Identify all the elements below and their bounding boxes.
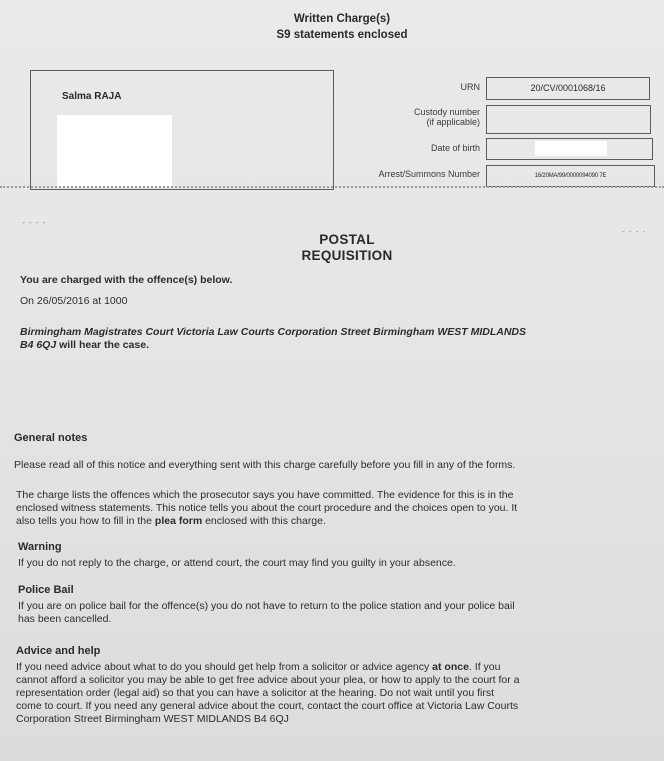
police-bail-heading: Police Bail [18, 584, 74, 596]
at-once-text: at once [432, 661, 469, 673]
advice-heading: Advice and help [16, 645, 101, 657]
warning-heading: Warning [18, 541, 62, 553]
date-of-birth-label: Date of birth [430, 143, 480, 153]
charged-statement: You are charged with the offence(s) below. [20, 274, 233, 286]
custody-number-label: Custody number [413, 107, 480, 117]
p2-line3-text: also tells you how to fill in the [16, 515, 155, 527]
general-notes-p1: Please read all of this notice and everything sent with this charge carefully before you fill in any of the forms. [14, 459, 516, 471]
title-postal: POSTAL [319, 232, 375, 247]
plea-form-text: plea form [154, 515, 203, 527]
advice-line5: Corporation Street Birmingham WEST MIDLANDS B4 6QJ [16, 713, 289, 725]
advice-line1 [16, 661, 500, 674]
defendant-name: Salma RAJA [62, 91, 122, 102]
court-address: Birmingham Magistrates Court Victoria Law Courts Corporation Street Birmingham WEST MIDLANDS [20, 326, 526, 338]
advice-line2: cannot afford a solicitor you may be able to get free advice about your plea, or how to apply to the court for a [16, 674, 520, 686]
redaction-block [57, 115, 172, 187]
court-postcode: B4 6QJ [20, 339, 57, 351]
advice-line3: representation order (legal aid) so that you can have a solicitor at the hearing. Do not wait until you first [16, 687, 495, 699]
will-hear-text: will hear the case. [56, 339, 149, 351]
hearing-date: On 26/05/2016 at 1000 [20, 295, 128, 307]
custody-number-field [486, 105, 651, 134]
advice-line4: come to court. If you need any general advice about the court, contact the court office at Victoria Law Courts [16, 700, 519, 712]
police-bail-line2: has been cancelled. [18, 613, 112, 625]
urn-value: 20/CV/0001068/16 [530, 83, 606, 93]
title-requisition: REQUISITION [301, 248, 393, 263]
warning-text: If you do not reply to the charge, or attend court, the court may find you guilty in your absence. [18, 557, 456, 569]
header-statements-enclosed: S9 statements enclosed [276, 29, 408, 41]
general-notes-p2-line1: The charge lists the offences which the prosecutor says you have committed. The evidence for this is in the [16, 489, 514, 501]
p2-line3-end: enclosed with this charge. [202, 515, 326, 527]
corner-mark-left: - - - - [22, 218, 47, 227]
perforation-line [0, 186, 664, 188]
header-written-charges: Written Charge(s) [293, 13, 391, 25]
date-of-birth-field [486, 138, 653, 160]
dob-redaction [535, 141, 607, 156]
urn-label: URN [460, 82, 480, 92]
corner-mark-right: - - - - [622, 227, 647, 236]
general-notes-heading: General notes [14, 432, 88, 444]
advice-line1-text: If you need advice about what to do you should get help from a solicitor or advice agency [16, 661, 433, 673]
arrest-summons-field [486, 165, 655, 187]
general-notes-p2-line3 [16, 515, 326, 528]
custody-number-sublabel: (if applicable) [426, 117, 480, 127]
general-notes-p2-line2: enclosed witness statements. This notice tells you about the court procedure and the choices open to you. It [16, 502, 518, 514]
arrest-summons-label: Arrest/Summons Number [378, 169, 480, 179]
police-bail-line1: If you are on police bail for the offence(s) you do not have to return to the police station and your police bail [18, 600, 515, 612]
court-address-line2 [20, 339, 149, 352]
arrest-summons-value: 16/20MA/99/0000094090 7E [534, 173, 607, 179]
advice-line1-end: . If you [468, 661, 501, 673]
urn-field [486, 77, 650, 100]
